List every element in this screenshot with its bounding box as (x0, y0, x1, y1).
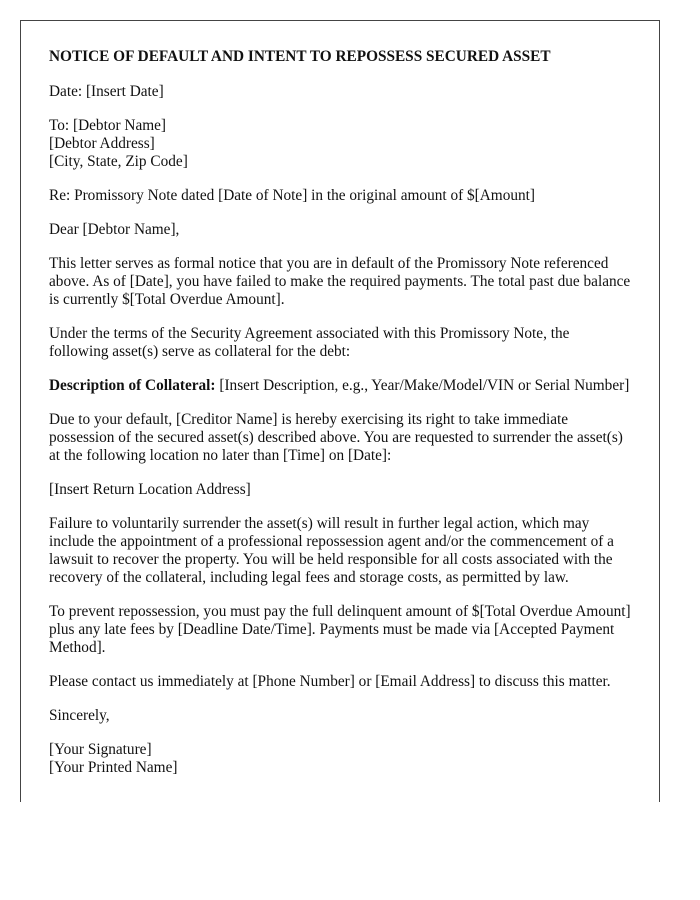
collateral-description (49, 377, 631, 395)
re-line: Re: Promissory Note dated [Date of Note] in the original amount of $[Amount] (49, 187, 535, 204)
signature: [Your Signature] (49, 741, 152, 758)
printed-name: [Your Printed Name] (49, 759, 178, 776)
paragraph-repossession: Due to your default, [Creditor Name] is hereby exercising its right to take immediate possession of the secured asset(s) described above. You are requested to surrender the asset(s) at the following location no later than [Time] on [Date]: (49, 411, 623, 464)
collateral-text: [Insert Description, e.g., Year/Make/Model/VIN or Serial Number] (215, 377, 630, 394)
return-location: [Insert Return Location Address] (49, 481, 251, 498)
closing: Sincerely, (49, 707, 110, 724)
recipient-address: [Debtor Address] (49, 135, 155, 152)
recipient-name: To: [Debtor Name] (49, 117, 167, 134)
paragraph-contact: Please contact us immediately at [Phone Number] or [Email Address] to discuss this matter. (49, 673, 611, 690)
date-line: Date: [Insert Date] (49, 83, 164, 100)
recipient-block (49, 117, 631, 171)
collateral-label: Description of Collateral: (49, 377, 216, 394)
recipient-city: [City, State, Zip Code] (49, 153, 188, 170)
paragraph-payment: To prevent repossession, you must pay the full delinquent amount of $[Total Overdue Amount] plus any late fees by [Deadline Date/Time]. Payments must be made via [Accepted Payment Method]. (49, 603, 631, 656)
paragraph-security: Under the terms of the Security Agreement associated with this Promissory Note, the following asset(s) serve as collateral for the debt: (49, 325, 570, 360)
letter-page (20, 20, 660, 802)
salutation: Dear [Debtor Name], (49, 221, 180, 238)
paragraph-default: This letter serves as formal notice that you are in default of the Promissory Note referenced above. As of [Date], you have failed to make the required payments. The total past due balance is currently $[Total Overdue Amount]. (49, 255, 631, 308)
paragraph-legal-action: Failure to voluntarily surrender the asset(s) will result in further legal action, which may include the appointment of a professional repossession agent and/or the commencement of a lawsuit to recover the property. You will be held responsible for all costs associated with the recovery of the collateral, including legal fees and storage costs, as permitted by law. (49, 515, 614, 586)
letter-title: NOTICE OF DEFAULT AND INTENT TO REPOSSESS SECURED ASSET (49, 48, 551, 65)
signature-block (49, 741, 631, 777)
